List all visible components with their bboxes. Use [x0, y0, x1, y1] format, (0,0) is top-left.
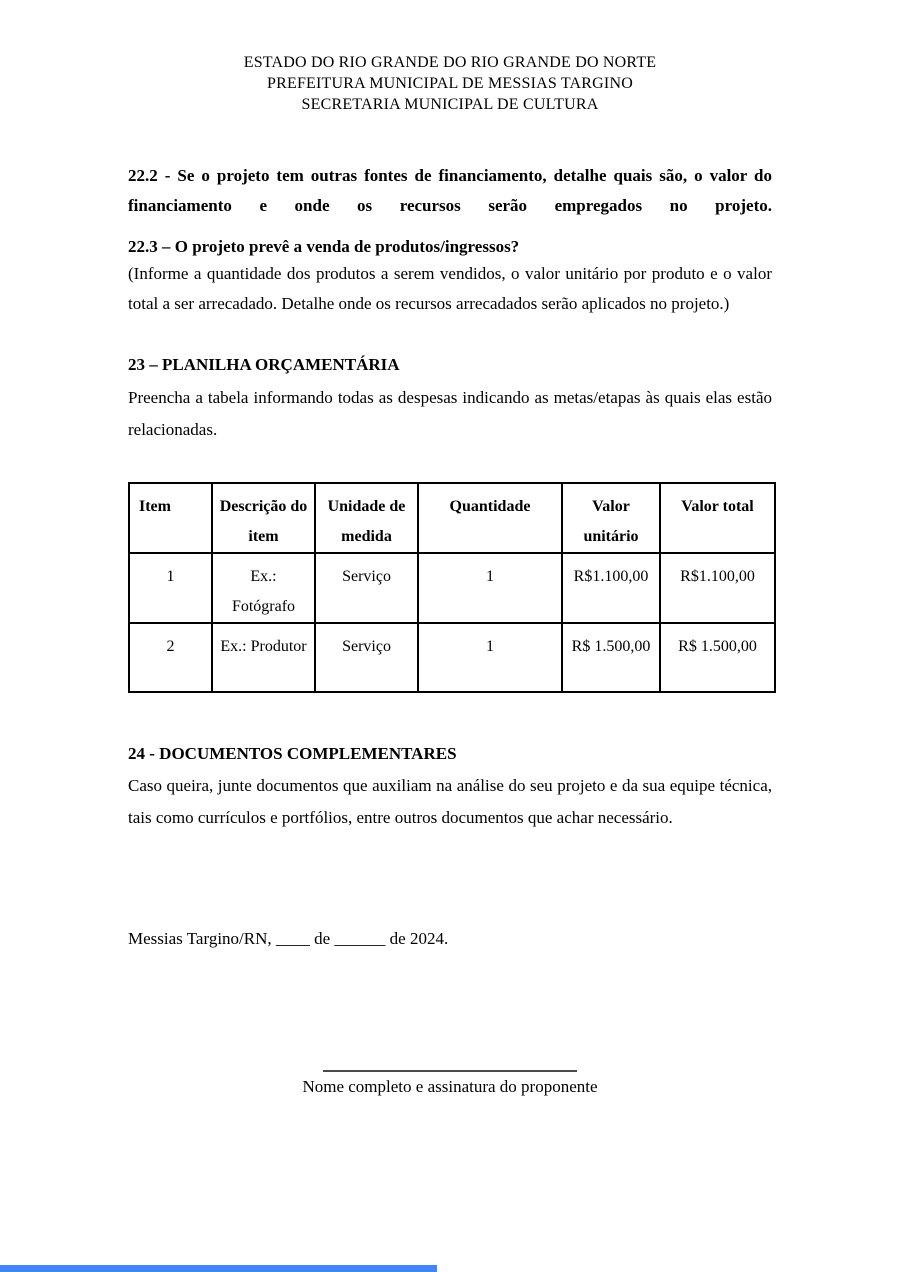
- section-22-3-body: (Informe a quantidade dos produtos a serem vendidos, o valor unitário por produto e o valor total a ser arrecadado. Detalhe onde os recursos arrecadados serão aplicados no projeto.): [128, 264, 772, 313]
- cell-quantity: 1: [418, 623, 562, 692]
- section-23-title: 23 – PLANILHA ORÇAMENTÁRIA: [128, 355, 400, 374]
- document-letterhead: [0, 52, 900, 115]
- cell-total-value: R$ 1.500,00: [660, 623, 775, 692]
- section-22-3-title: 22.3 – O projeto prevê a venda de produtos/ingressos?: [128, 237, 520, 256]
- cell-item-description: Ex.: Produtor: [212, 623, 315, 692]
- signature-caption: Nome completo e assinatura do proponente: [302, 1077, 598, 1096]
- section-23-body: Preencha a tabela informando todas as despesas indicando as metas/etapas às quais elas estão relacionadas.: [128, 388, 772, 439]
- cell-unit: Serviço: [315, 623, 418, 692]
- budget-table-header-quantity: Quantidade: [418, 483, 562, 553]
- budget-table-header-unit: Unidade de medida: [315, 483, 418, 553]
- budget-table: [128, 482, 776, 693]
- cell-unit: Serviço: [315, 553, 418, 623]
- letterhead-department-line: SECRETARIA MUNICIPAL DE CULTURA: [301, 96, 599, 113]
- budget-table-row: [129, 623, 775, 692]
- cell-item-number: 2: [129, 623, 212, 692]
- cell-unit-value: R$1.100,00: [562, 553, 660, 623]
- cell-quantity: 1: [418, 553, 562, 623]
- budget-table-header-unit-value: Valor unitário: [562, 483, 660, 553]
- cell-item-description: Ex.: Fotógrafo: [212, 553, 315, 623]
- page-load-progress-bar: [0, 1265, 437, 1272]
- budget-table-header-item: Item: [129, 483, 212, 553]
- budget-table-header-total-value: Valor total: [660, 483, 775, 553]
- cell-total-value: R$1.100,00: [660, 553, 775, 623]
- budget-table-row: [129, 553, 775, 623]
- letterhead-state-line: ESTADO DO RIO GRANDE DO RIO GRANDE DO NORTE: [243, 54, 657, 71]
- section-22-2-text: 22.2 - Se o projeto tem outras fontes de financiamento, detalhe quais são, o valor do financiamento e onde os recursos serão empregados no projeto.: [128, 166, 772, 215]
- signature-line: [323, 1070, 577, 1072]
- budget-table-header-description: Descrição do item: [212, 483, 315, 553]
- date-fill-in-line: Messias Targino/RN, ____ de ______ de 2024.: [128, 929, 449, 948]
- section-24-body: Caso queira, junte documentos que auxiliam na análise do seu projeto e da sua equipe técnica, tais como currículos e portfólios, entre outros documentos que achar necessário.: [128, 776, 772, 827]
- cell-unit-value: R$ 1.500,00: [562, 623, 660, 692]
- budget-table-header-row: [129, 483, 775, 553]
- letterhead-municipality-line: PREFEITURA MUNICIPAL DE MESSIAS TARGINO: [267, 75, 633, 92]
- cell-item-number: 1: [129, 553, 212, 623]
- section-24-title: 24 - DOCUMENTOS COMPLEMENTARES: [128, 744, 457, 763]
